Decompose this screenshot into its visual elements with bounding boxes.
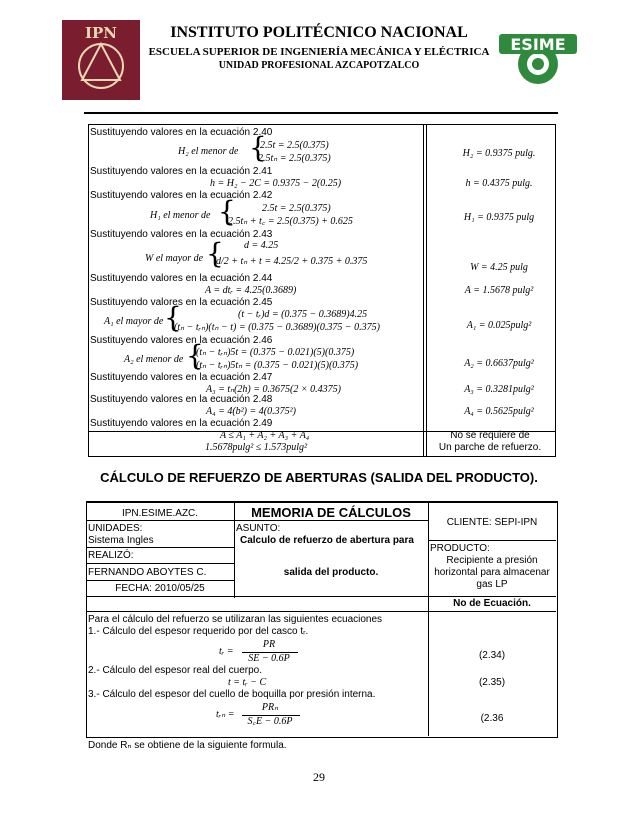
memo-eq-col-header: No de Ecuación. [453, 598, 531, 609]
row3-answer: H₁ = 0.9375 pulg [463, 212, 535, 223]
row6-answer: A₁ = 0.025pulg² [466, 320, 532, 331]
row10-label: Sustituyendo valores en la ecuación 2.49 [90, 418, 273, 429]
item1-text: 1.- Cálculo del espesor requerido por del casco tᵣ. [88, 626, 309, 637]
memo-product-label: PRODUCTO: [430, 543, 490, 554]
row3-label: Sustituyendo valores en la ecuación 2.42 [90, 190, 273, 201]
memo-subject-value-1: Calculo de refuerzo de abertura para [240, 535, 414, 546]
memo-units-rule [86, 547, 234, 548]
row4-lhs: W el mayor de [145, 253, 204, 264]
memo-col-divider-2 [428, 502, 429, 736]
row10-answer-1: No se requiere de [450, 430, 530, 441]
memo-units-label: UNIDADES: [88, 523, 143, 534]
row9-answer: A₄ = 0.5625pulg² [464, 406, 534, 417]
row4-case1: d = 4.25 [244, 240, 279, 251]
memo-top-rule [86, 501, 558, 503]
ipn-logo-text: IPN [84, 24, 118, 42]
school-subtitle: ESCUELA SUPERIOR DE INGENIERÍA MECÁNICA Y ELÉCTRICA [148, 46, 490, 58]
memo-header-bottom-rule [86, 596, 556, 597]
row1-brace: { [249, 131, 267, 164]
memo-made-value: FERNANDO ABOYTES C. [88, 567, 207, 578]
eq3-denominator: S꜀E − 0.6P [247, 716, 293, 727]
memo-title: MEMORIA DE CÁLCULOS [251, 505, 411, 520]
page-number: 29 [313, 770, 325, 784]
row1-label: Sustituyendo valores en la ecuación 2.40 [90, 127, 273, 138]
eq3-lhs: tᵣₙ = [216, 709, 235, 720]
row5-equation: A = dtᵣ = 4.25(0.3689) [205, 285, 297, 296]
row6-brace: { [164, 301, 182, 334]
row6-case2: (tₙ − tᵣₙ)(tₙ − t) = (0.375 − 0.3689)(0.375 − 0.375) [174, 322, 380, 333]
eq2: t = tᵣ − C [228, 677, 267, 688]
esime-logo-text: ESIME [510, 35, 566, 54]
row7-lhs: A₂ el menor de [124, 354, 184, 365]
memo-eq-header-rule [86, 611, 556, 612]
intro-text: Para el cálculo del refuerzo se utilizaran las siguientes ecuaciones [88, 614, 383, 625]
row3-brace: { [218, 195, 236, 228]
eq1-denominator: SE − 0.6P [248, 653, 290, 664]
row7-case1: (tₙ − tᵣₙ)5t = (0.375 − 0.021)(5)(0.375) [196, 347, 355, 358]
memo-name-rule [86, 580, 234, 581]
item2-text: 2.- Cálculo del espesor real del cuerpo. [88, 665, 262, 676]
row9-label: Sustituyendo valores en la ecuación 2.48 [90, 394, 273, 405]
row4-brace: { [206, 237, 224, 270]
memo-product-line-1: Recipiente a presión [446, 555, 538, 566]
row6-label: Sustituyendo valores en la ecuación 2.45 [90, 297, 273, 308]
row2-label: Sustituyendo valores en la ecuación 2.41 [90, 166, 273, 177]
row7-case2: (tₙ − tᵣₙ)5tₙ = (0.375 − 0.021)(5)(0.375) [196, 360, 359, 371]
row10-answer-2: Un parche de refuerzo. [438, 442, 542, 453]
calc-table-divider-1 [423, 124, 424, 431]
row2-equation: h = H₂ − 2C = 0.9375 − 2(0.25) [210, 178, 342, 189]
header-rule [84, 112, 558, 114]
memo-product-line-3: gas LP [476, 579, 508, 590]
section-title: CÁLCULO DE REFUERZO DE ABERTURAS (SALIDA DEL PRODUCTO). [100, 470, 538, 485]
row8-answer: A₃ = 0.3281pulg² [464, 384, 534, 395]
eq3-number: (2.36 [480, 713, 504, 724]
row6-lhs: A₁ el mayor de [104, 316, 164, 327]
row1-lhs: H₂ el menor de [178, 146, 239, 157]
memo-title-underline [234, 520, 428, 521]
memo-client-rule [428, 540, 556, 541]
memo-date: FECHA: 2010/05/25 [115, 583, 205, 594]
row10-line1: A ≤ A₁ + A₂ + A₃ + A₄ [220, 430, 310, 441]
eq3-numerator: PRₙ [261, 702, 279, 713]
item3-text: 3.- Cálculo del espesor del cuello de boquilla por presión interna. [88, 689, 376, 700]
row4-answer: W = 4.25 pulg [470, 262, 528, 273]
row6-case1: (t − tᵣ)d = (0.375 − 0.3689)4.25 [238, 309, 368, 320]
memo-units-value: Sistema Ingles [88, 535, 154, 546]
eq1-number: (2.34) [478, 650, 506, 661]
memo-subject-label: ASUNTO: [236, 523, 281, 534]
unit-subtitle: UNIDAD PROFESIONAL AZCAPOTZALCO [218, 60, 420, 71]
memo-subject-value-2: salida del producto. [283, 567, 379, 578]
eq2-number: (2.35) [478, 677, 506, 688]
row5-label: Sustituyendo valores en la ecuación 2.44 [90, 273, 273, 284]
memo-org: IPN.ESIME.AZC. [121, 508, 199, 519]
row7-answer: A₂ = 0.6637pulg² [464, 358, 534, 369]
row7-brace: { [186, 339, 204, 372]
row3-lhs: H₁ el menor de [150, 210, 211, 221]
row4-label: Sustituyendo valores en la ecuación 2.43 [90, 229, 273, 240]
row3-case1: 2.5t = 2.5(0.375) [262, 203, 331, 214]
row5-answer: A = 1.5678 pulg² [464, 285, 534, 296]
row3-case2: 2.5tₙ + t꜀ = 2.5(0.375) + 0.625 [228, 216, 353, 227]
row7-label: Sustituyendo valores en la ecuación 2.46 [90, 335, 273, 346]
footer-line: Donde Rₙ se obtiene de la siguiente formula. [88, 740, 287, 751]
eq1-lhs: tᵣ = [219, 646, 234, 657]
eq1-numerator: PR [262, 639, 276, 650]
row4-case2: d/2 + tₙ + t = 4.25/2 + 0.375 + 0.375 [216, 256, 368, 267]
row8-label: Sustituyendo valores en la ecuación 2.47 [90, 372, 273, 383]
memo-client: CLIENTE: SEPI-IPN [446, 517, 538, 528]
row1-case1: 2.5t = 2.5(0.375) [260, 140, 329, 151]
memo-made-rule [86, 563, 234, 564]
memo-product-line-2: horizontal para almacenar [434, 567, 550, 578]
row8-equation: A₃ = tₙ(2h) = 0.3675(2 × 0.4375) [206, 384, 341, 395]
row1-answer: H₂ = 0.9375 pulg. [462, 148, 536, 159]
row9-equation: A₄ = 4(b²) = 4(0.375²) [206, 406, 296, 417]
memo-made-label: REALIZÓ: [88, 550, 134, 561]
row1-case2: 2.5tₙ = 2.5(0.375) [258, 153, 331, 164]
memo-org-underline [86, 520, 234, 521]
row2-answer: h = 0.4375 pulg. [465, 178, 533, 189]
row10-line2: 1.5678pulg² ≤ 1.573pulg² [205, 442, 308, 453]
calc-table-tail-divider-1 [423, 430, 424, 456]
institute-title: INSTITUTO POLITÉCNICO NACIONAL [170, 24, 468, 41]
